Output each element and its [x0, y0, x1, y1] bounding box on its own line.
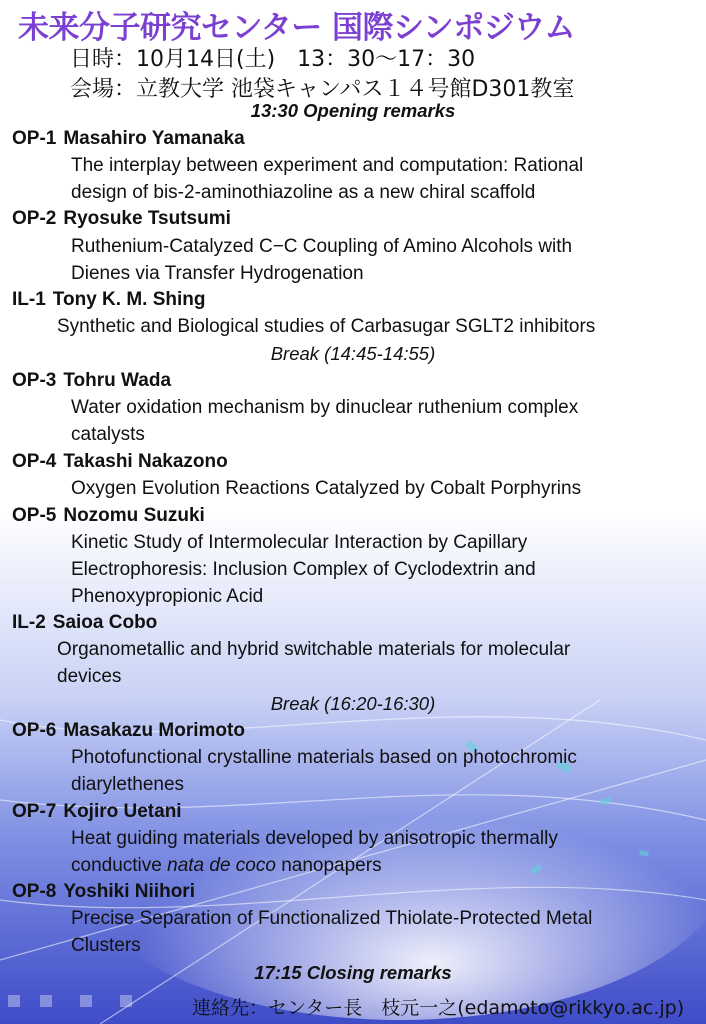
- talk-title-line: Clusters: [71, 935, 141, 956]
- speaker-name: Saioa Cobo: [52, 612, 158, 633]
- speaker-name: Ryosuke Tsutsumi: [63, 208, 231, 229]
- talk-code: OP-1: [12, 128, 57, 149]
- speaker-name: Takashi Nakazono: [63, 451, 228, 472]
- talk-title-line: Oxygen Evolution Reactions Catalyzed by Cobalt Porphyrins: [71, 478, 582, 499]
- talk-title-line: Organometallic and hybrid switchable materials for molecular: [57, 639, 571, 660]
- talk-code: IL-1: [12, 289, 46, 310]
- talk-heading: [12, 801, 182, 823]
- speaker-name: Nozomu Suzuki: [63, 505, 205, 526]
- break-note: Break (14:45-14:55): [270, 343, 436, 364]
- speaker-name: Tony K. M. Shing: [52, 289, 206, 310]
- talk-title-line: Water oxidation mechanism by dinuclear ruthenium complex: [71, 397, 579, 418]
- talk-title-line: Synthetic and Biological studies of Carbasugar SGLT2 inhibitors: [57, 316, 596, 337]
- talk-title-line: Heat guiding materials developed by anisotropic thermally: [71, 828, 558, 849]
- talk-title-line: Phenoxypropionic Acid: [71, 586, 264, 607]
- talk-code: OP-4: [12, 451, 57, 472]
- talk-title-line: Dienes via Transfer Hydrogenation: [71, 263, 364, 284]
- talk-title-line: devices: [57, 666, 122, 687]
- talk-heading: [12, 612, 157, 634]
- talk-title-line: Kinetic Study of Intermolecular Interaction by Capillary: [71, 532, 528, 553]
- talk-heading: [12, 505, 205, 527]
- speaker-name: Masahiro Yamanaka: [63, 128, 245, 149]
- talk-title-line: catalysts: [71, 424, 145, 445]
- talk-code: IL-2: [12, 612, 46, 633]
- talk-code: OP-6: [12, 720, 57, 741]
- contact-line: 連絡先：センター長 枝元一之(edamoto@rikkyo.ac.jp): [192, 997, 685, 1019]
- talk-code: OP-3: [12, 370, 57, 391]
- talk-title-line: design of bis-2-aminothiazoline as a new chiral scaffold: [71, 182, 536, 203]
- talk-title-line: Precise Separation of Functionalized Thiolate-Protected Metal: [71, 908, 593, 929]
- speaker-name: Yoshiki Niihori: [63, 881, 195, 902]
- talk-code: OP-7: [12, 801, 57, 822]
- talk-title-line: [71, 855, 382, 877]
- speaker-name: Kojiro Uetani: [63, 801, 182, 822]
- talk-title-line: Electrophoresis: Inclusion Complex of Cyclodextrin and: [71, 559, 536, 580]
- title-text-part: conductive: [71, 855, 168, 876]
- talk-code: OP-2: [12, 208, 57, 229]
- talk-code: OP-5: [12, 505, 57, 526]
- talk-title-line: Ruthenium-Catalyzed C−C Coupling of Amino Alcohols with: [71, 236, 573, 257]
- talk-title-line: The interplay between experiment and computation: Rational: [71, 155, 584, 176]
- talk-heading: [12, 208, 231, 230]
- talk-heading: [12, 289, 205, 311]
- talk-code: OP-8: [12, 881, 57, 902]
- talk-heading: [12, 451, 228, 473]
- talk-heading: [12, 128, 245, 150]
- talk-heading: [12, 370, 171, 392]
- page-title: 未来分子研究センター 国際シンポジウム: [18, 10, 575, 46]
- opening-remarks: 13:30 Opening remarks: [250, 100, 456, 121]
- closing-remarks: 17:15 Closing remarks: [254, 962, 452, 983]
- date-line: 日時：10月14日(土) 13：30～17：30: [70, 47, 476, 72]
- speaker-name: Masakazu Morimoto: [63, 720, 245, 741]
- talk-title-line: Photofunctional crystalline materials based on photochromic: [71, 747, 577, 768]
- talk-title-line: diarylethenes: [71, 774, 185, 795]
- speaker-name: Tohru Wada: [63, 370, 172, 391]
- talk-heading: [12, 720, 245, 742]
- break-note: Break (16:20-16:30): [270, 693, 436, 714]
- title-text-part: nanopapers: [275, 855, 382, 876]
- title-text-italic: nata de coco: [167, 855, 276, 876]
- talk-heading: [12, 881, 195, 903]
- venue-line: 会場：立教大学 池袋キャンパス１４号館D301教室: [70, 77, 575, 102]
